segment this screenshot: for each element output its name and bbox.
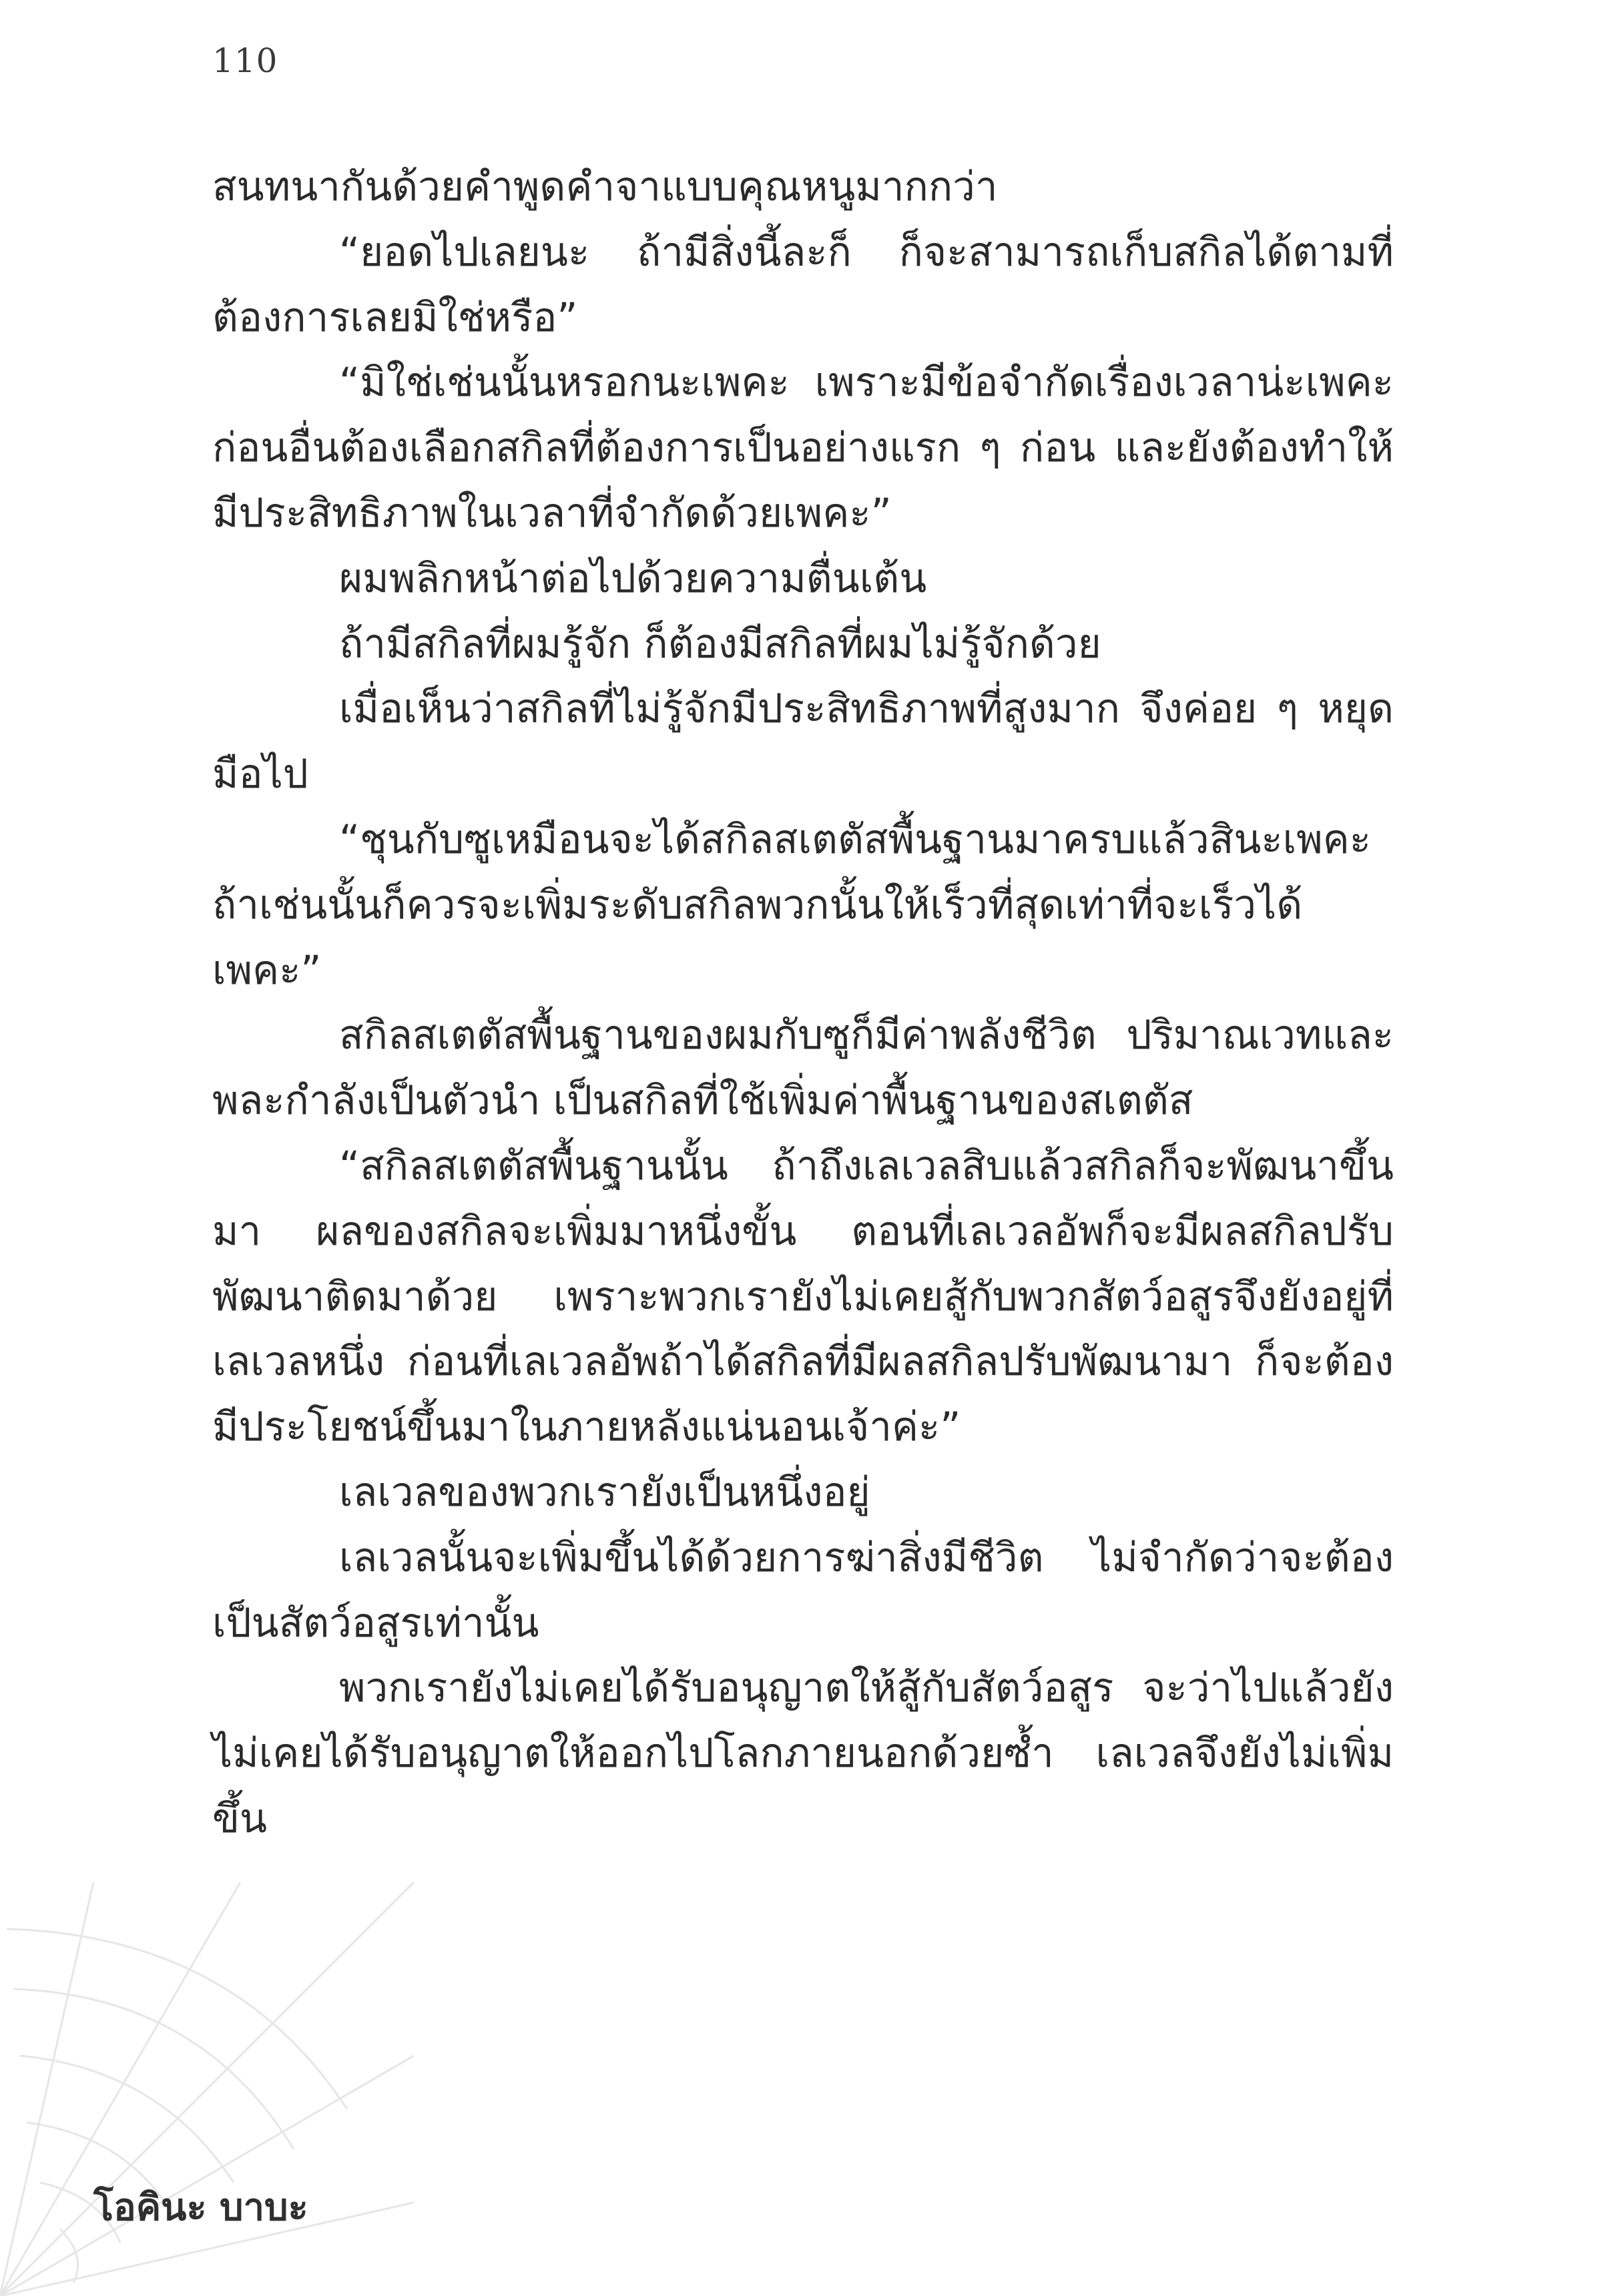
footer-author: โอคินะ บาบะ: [93, 2186, 308, 2229]
paragraph: ผมพลิกหน้าต่อไปด้วยความตื่นเต้น: [339, 555, 927, 602]
page-number: 110: [212, 41, 278, 80]
paragraph: “ชุนกับซูเหมือนจะได้สกิลสเตตัสพื้นฐานมาครบแล้วสินะเพคะ ถ้าเช่นนั้นก็ควรจะเพิ่มระดับสกิลพวกนั้นให้เร็วที่สุดเท่าที่จะเร็วได้เพคะ”: [212, 816, 1372, 994]
paragraph: เลเวลนั้นจะเพิ่มขึ้นได้ด้วยการฆ่าสิ่งมีชีวิต ไม่จำกัดว่าจะต้องเป็นสัตว์อสูรเท่านั้น: [212, 1534, 1394, 1647]
paragraph: ถ้ามีสกิลที่ผมรู้จัก ก็ต้องมีสกิลที่ผมไม่รู้จักด้วย: [339, 620, 1101, 667]
paragraph: เมื่อเห็นว่าสกิลที่ไม่รู้จักมีประสิทธิภาพที่สูงมาก จึงค่อย ๆ หยุดมือไป: [212, 685, 1394, 798]
paragraph: สกิลสเตตัสพื้นฐานของผมกับซูก็มีค่าพลังชีวิต ปริมาณเวทและพละกำลังเป็นตัวนำ เป็นสกิลที่ใช้เพิ่มค่าพื้นฐานของสเตตัส: [212, 1012, 1394, 1125]
paragraph: “ยอดไปเลยนะ ถ้ามีสิ่งนี้ละก็ ก็จะสามารถเก็บสกิลได้ตามที่ต้องการเลยมิใช่หรือ”: [212, 228, 1394, 341]
paragraph: สนทนากันด้วยคำพูดคำจาแบบคุณหนูมากกว่า: [212, 164, 998, 210]
paragraph: “สกิลสเตตัสพื้นฐานนั้น ถ้าถึงเลเวลสิบแล้วสกิลก็จะพัฒนาขึ้นมา ผลของสกิลจะเพิ่มมาหนึ่งขั้น ตอนที่เลเวลอัพก็จะมีผลสกิลปรับพัฒนาติดมาด้วย เพราะพวกเรายังไม่เคยสู้กับพวกสัตว์อสูรจึงยังอยู่ที่เลเวลหนึ่ง ก่อนที่เลเวลอัพถ้าได้สกิลที่มีผลสกิลปรับพัฒนามา ก็จะต้องมีประโยชน์ขึ้นมาในภายหลังแน่นอนเจ้าค่ะ”: [212, 1142, 1394, 1451]
paragraph: พวกเรายังไม่เคยได้รับอนุญาตให้สู้กับสัตว์อสูร จะว่าไปแล้วยังไม่เคยได้รับอนุญาตให้ออกไปโลกภายนอกด้วยซ้ำ เลเวลจึงยังไม่เพิ่มขึ้น: [212, 1665, 1394, 1842]
paragraph: เลเวลของพวกเรายังเป็นหนึ่งอยู่: [339, 1468, 870, 1516]
paragraph: “มิใช่เช่นนั้นหรอกนะเพคะ เพราะมีข้อจำกัดเรื่องเวลาน่ะเพคะ ก่อนอื่นต้องเลือกสกิลที่ต้องการเป็นอย่างแรก ๆ ก่อน และยังต้องทำให้มีประสิทธิภาพในเวลาที่จำกัดด้วยเพคะ”: [212, 359, 1394, 537]
body-text: [212, 155, 1394, 1852]
